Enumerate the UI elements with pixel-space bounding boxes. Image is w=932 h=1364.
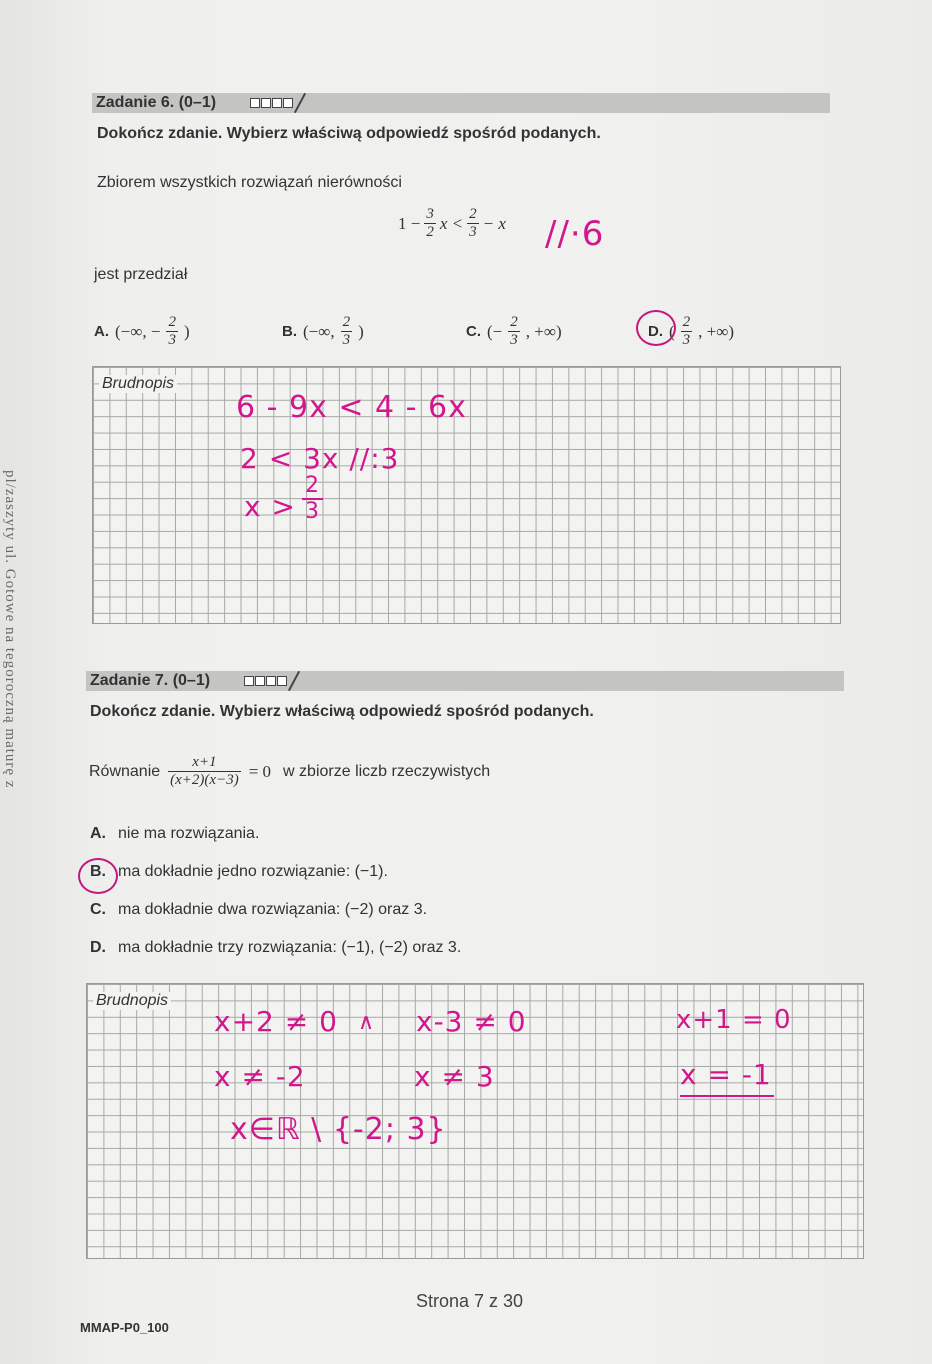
task7-option-a[interactable] <box>90 825 259 843</box>
option-part: (− <box>487 321 503 341</box>
frac-den: 3 <box>682 332 691 348</box>
handwritten-and: ∧ <box>358 1010 376 1035</box>
option-part: ( <box>669 321 675 341</box>
option-letter: C. <box>90 901 106 918</box>
frac-den: 3 <box>168 332 176 348</box>
frac-num: x+1 <box>192 754 217 770</box>
option-frac <box>166 314 178 349</box>
task7-header-bar <box>86 671 844 691</box>
option-letter: D. <box>90 939 106 956</box>
eq-tail: w zbiorze liczb rzeczywistych <box>283 762 491 780</box>
task6-inequality <box>398 206 506 241</box>
option-part: ) <box>358 321 364 341</box>
option-letter: A. <box>94 323 109 340</box>
frac-num: 2 <box>342 314 351 330</box>
task7-equation-line <box>89 754 490 789</box>
task7-title: Zadanie 7. (0–1) <box>90 672 211 689</box>
task6-intro: Zbiorem wszystkich rozwiązań nierówności <box>97 174 402 191</box>
task7-option-d[interactable] <box>90 939 461 957</box>
frac-num: 2 <box>469 206 477 222</box>
frac-den: (x+2)(x−3) <box>170 772 239 788</box>
scratch-label: Brudnopis <box>99 375 177 393</box>
answer-circle-mark <box>78 858 118 894</box>
option-part: (−∞, <box>303 321 335 341</box>
task6-title: Zadanie 6. (0–1) <box>96 94 217 111</box>
eq-intro: Równanie <box>89 762 161 780</box>
page-number: Strona 7 z 30 <box>416 1291 524 1311</box>
frac-num: 2 <box>168 314 176 330</box>
handwritten-line-2c: x = -1 <box>680 1058 774 1097</box>
handwritten-line-3: x > <box>244 490 296 523</box>
option-text: ma dokładnie dwa rozwiązania: (−2) oraz 3. <box>118 901 428 918</box>
handwritten-fraction <box>302 474 323 524</box>
eq-fraction <box>168 754 241 789</box>
option-text: ma dokładnie trzy rozwiązania: (−1), (−2) oraz 3. <box>118 939 462 956</box>
handwritten-line-1a: x+2 ≠ 0 <box>214 1005 338 1038</box>
option-letter: B. <box>90 863 106 880</box>
exam-code: MMAP-P0_100 <box>80 1320 169 1335</box>
handwritten-line-2b: x ≠ 3 <box>414 1060 495 1093</box>
pen-mark-icon <box>294 93 306 113</box>
frac-den: 3 <box>510 332 518 348</box>
handwritten-line-3: x∈ℝ \ {-2; 3} <box>230 1112 447 1147</box>
task6-option-b[interactable] <box>282 314 364 349</box>
side-edge-text: pl/zaszyty ul. Gotowe na tegoroczną maturę z <box>2 470 18 789</box>
option-letter: C. <box>466 323 481 340</box>
handwritten-line-2a: x ≠ -2 <box>214 1060 306 1093</box>
handwritten-line-2: 2 < 3x //:3 <box>240 442 400 475</box>
option-letter: B. <box>282 323 297 340</box>
task7-instruction: Dokończ zdanie. Wybierz właściwą odpowiedź spośród podanych. <box>90 703 594 720</box>
task6-tail: jest przedział <box>94 266 188 283</box>
frac-den: 3 <box>469 224 477 240</box>
hand-frac-den: 3 <box>302 498 323 524</box>
pen-mark-icon <box>288 671 300 691</box>
scratch-label: Brudnopis <box>93 992 171 1010</box>
frac-den: 3 <box>342 332 351 348</box>
option-part: (−∞, − <box>115 321 161 341</box>
option-letter: A. <box>90 825 106 842</box>
option-frac <box>341 314 353 349</box>
option-part: ) <box>183 321 190 341</box>
option-frac <box>508 314 520 349</box>
ineq-frac-2 <box>467 206 479 241</box>
task6-instruction: Dokończ zdanie. Wybierz właściwą odpowiedź spośród podanych. <box>97 125 601 142</box>
answer-circle-mark <box>636 310 676 346</box>
ineq-frac-1 <box>424 206 436 241</box>
option-part: , +∞) <box>698 321 735 341</box>
ineq-part: x < <box>439 213 464 233</box>
handwritten-line-1c: x+1 = 0 <box>676 1005 792 1035</box>
handwritten-line-1: 6 - 9x < 4 - 6x <box>236 390 467 425</box>
ineq-part: − x <box>482 213 506 233</box>
option-letter: D. <box>648 323 663 340</box>
option-text: ma dokładnie jedno rozwiązanie: (−1). <box>118 863 388 880</box>
task6-option-a[interactable] <box>94 314 190 349</box>
task7-option-b[interactable] <box>90 863 388 881</box>
frac-num: 2 <box>510 314 518 330</box>
hand-frac-num: 2 <box>305 473 320 498</box>
score-boxes <box>244 676 287 686</box>
handwritten-multiply-note: //·6 <box>545 214 605 254</box>
eq-rhs: = 0 <box>248 761 272 781</box>
task6-header-bar <box>92 93 830 113</box>
frac-num: 2 <box>682 314 691 330</box>
handwritten-line-1b: x-3 ≠ 0 <box>416 1005 527 1038</box>
frac-den: 2 <box>426 224 434 240</box>
option-text: nie ma rozwiązania. <box>118 825 260 842</box>
score-boxes <box>250 98 293 108</box>
ineq-part: 1 − <box>398 213 421 233</box>
task6-option-c[interactable] <box>466 314 562 349</box>
option-frac <box>681 314 693 349</box>
option-part: , +∞) <box>525 321 562 341</box>
task7-option-c[interactable] <box>90 901 427 919</box>
frac-num: 3 <box>426 206 434 222</box>
